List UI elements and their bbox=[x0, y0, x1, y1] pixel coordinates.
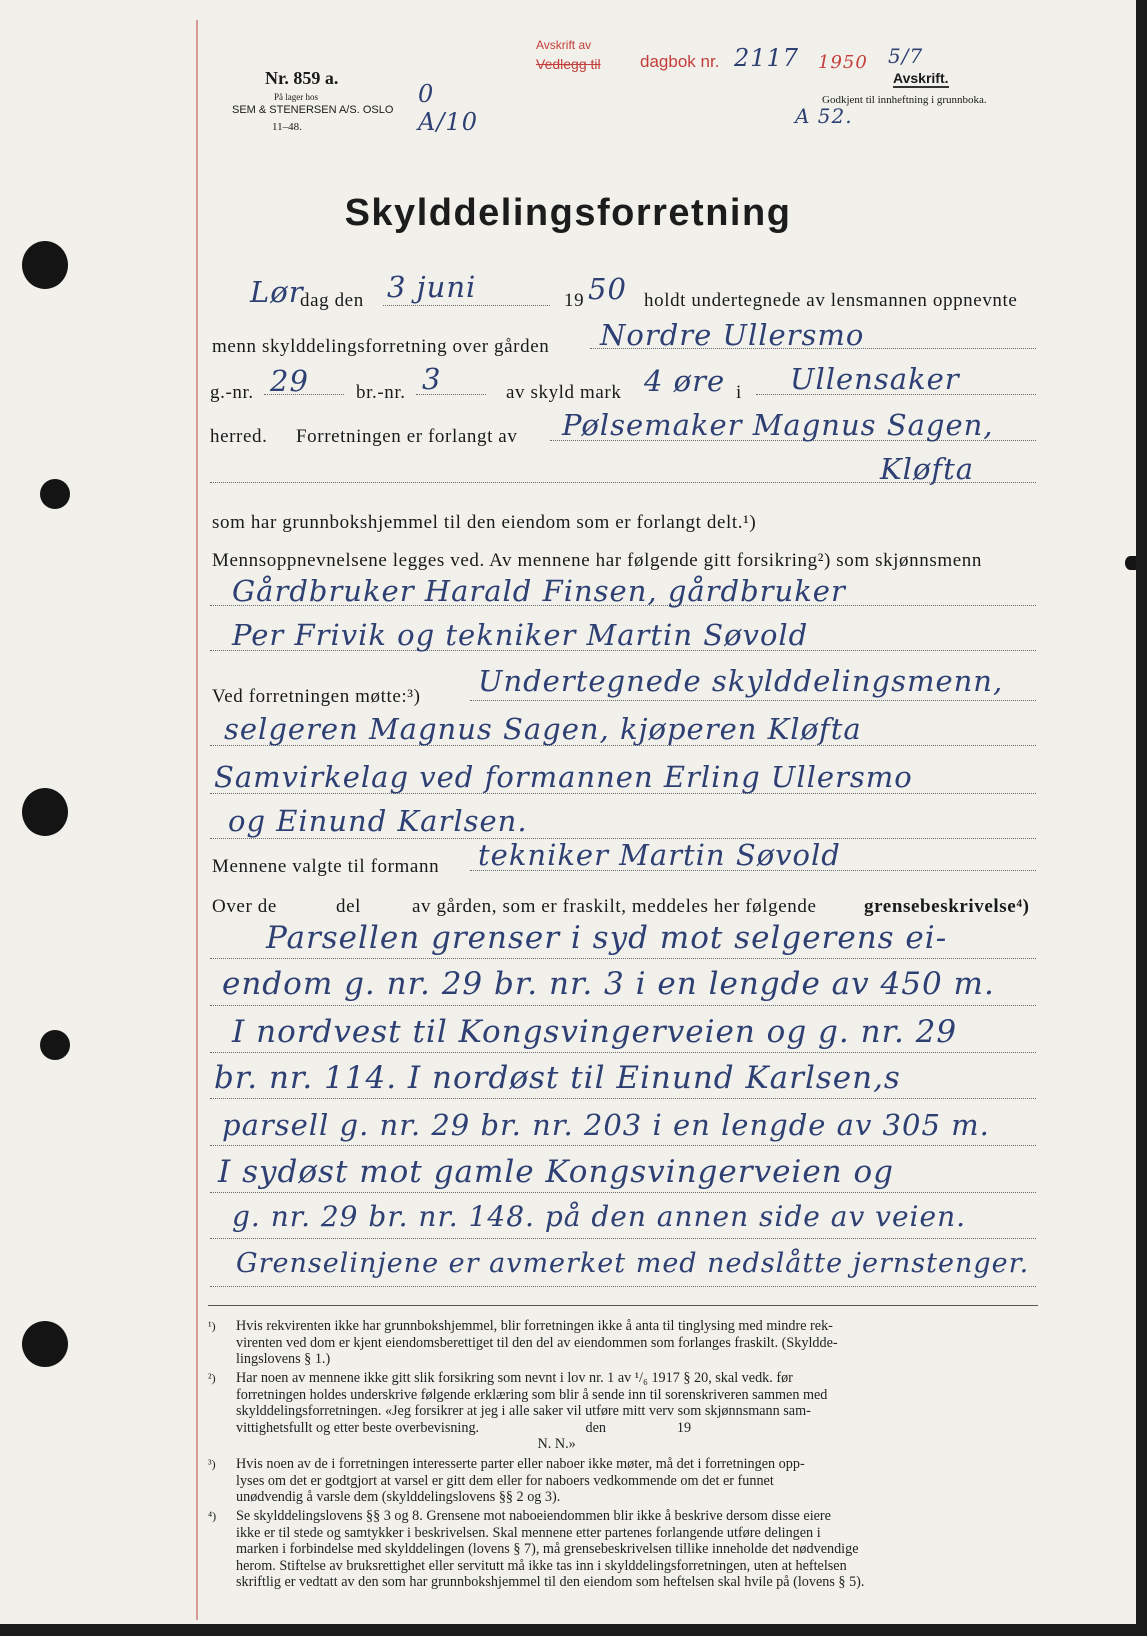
footnote-3-mark: ³) bbox=[208, 1457, 216, 1471]
desc-7: g. nr. 29 br. nr. 148. på den annen side av veien. bbox=[232, 1200, 967, 1233]
skjonnsmenn-2: Per Frivik og tekniker Martin Søvold bbox=[232, 618, 809, 652]
formann-label: Mennene valgte til formann bbox=[212, 856, 440, 877]
footnote-1-line: virenten ved dom er kjent eiendomsberettiget til den del av eiendommen som forlanges fraskilt. (Skylddе- bbox=[236, 1334, 838, 1351]
supplier-line-3: 11–48. bbox=[272, 121, 302, 133]
red-margin-line bbox=[196, 20, 198, 1620]
archive-ref: A 52. bbox=[795, 104, 853, 128]
over-de-label: Over de bbox=[212, 896, 277, 917]
dag-den-label: dag den bbox=[300, 290, 364, 311]
gnr-value: 29 bbox=[270, 364, 309, 398]
desc-line-2 bbox=[210, 1005, 1036, 1006]
avskrift-label: Avskrift. bbox=[893, 70, 949, 86]
footnote-3-line: lyses om det er godtgjort at varsel er gitt dem eller for naboers vedkommende om det er funnet bbox=[236, 1472, 774, 1489]
desc-6: I sydøst mot gamle Kongsvingerveien og bbox=[218, 1154, 895, 1190]
skyld-label: av skyld mark bbox=[506, 382, 622, 403]
desc-3: I nordvest til Kongsvingerveien og g. nr. 29 bbox=[232, 1014, 958, 1050]
grunnbok-text: som har grunnbokshjemmel til den eiendom som er forlangt delt.¹) bbox=[212, 512, 757, 533]
punch-hole-2 bbox=[40, 479, 70, 509]
bnr-label: br.-nr. bbox=[356, 382, 406, 403]
footnote-4-line: skriftlig er vedtatt av den som har grunnbokshjemmel til den eiendom som heftelsen skal hvile på (lovens § 5). bbox=[236, 1574, 865, 1591]
stamp-line-1: Avskrift av bbox=[536, 38, 592, 52]
line1-text: holdt undertegnede av lensmannen oppnevnte bbox=[644, 290, 1018, 311]
formann-value: tekniker Martin Søvold bbox=[478, 838, 841, 872]
corner-mark: 0 A/10 bbox=[418, 80, 478, 136]
document-title: Skylddelingsforretning bbox=[344, 192, 792, 234]
godkjent-label: Godkjent til innheftning i grunnboka. bbox=[822, 94, 987, 106]
supplier-line-2: SEM & STENERSEN A/S. OSLO bbox=[232, 104, 394, 116]
forlangt-label: Forretningen er forlangt av bbox=[296, 426, 518, 447]
desc-8: Grenselinjene er avmerket med nedslåtte jernstenger. bbox=[236, 1248, 1030, 1279]
footnote-1-line: Hvis rekvirenten ikke har grunnbokshjemmel, blir forretningen ikke å anta til tinglysing med mindre rek- bbox=[236, 1318, 833, 1334]
footnote-4-line: marken i forbindelse med skylddelingen (lovens § 7), må grensebeskrivelsen tillike inneholde det nødvendige bbox=[236, 1541, 859, 1558]
footnote-2-line: Har noen av mennene ikke gitt slik forsikring som nevnt i lov nr. 1 av ¹/₆ 1917 § 20, skal vedk. før bbox=[236, 1370, 793, 1386]
grense-bold: grensebeskrivelse⁴) bbox=[864, 896, 1030, 917]
footnote-2-line: vittighetsfullt og etter beste overbevisning. den 19 bbox=[236, 1419, 692, 1436]
mennsoppnevnelse-text: Mennsoppnevnelsene legges ved. Av mennene har følgende gitt forsikring²) som skjønnsmenn bbox=[212, 550, 982, 571]
stamp-line-2: Vedlegg til bbox=[536, 56, 601, 72]
desc-line-1 bbox=[210, 958, 1036, 959]
punch-hole-4 bbox=[40, 1030, 70, 1060]
del-label: del bbox=[336, 896, 362, 917]
footnote-4-line: ikke er til stede og samtykker i beskrivelsen. Skal mennene etter partenes forlangende utføre delingen i bbox=[236, 1524, 821, 1541]
desc-2: endom g. nr. 29 br. nr. 3 i en lengde av 450 m. bbox=[222, 966, 995, 1002]
punch-hole-3 bbox=[22, 788, 68, 836]
footnote-4-line: herom. Stiftelse av bruksrettighet eller servitutt må ikke tas inn i skylddelingsforretningen, uten at heftelsen bbox=[236, 1557, 847, 1574]
motte-line-1 bbox=[470, 700, 1036, 701]
year-suffix: 50 bbox=[588, 272, 627, 306]
year-value: 1950 bbox=[818, 52, 868, 73]
desc-5: parsell g. nr. 29 br. nr. 203 i en lengde av 305 m. bbox=[222, 1108, 990, 1142]
gnr-label: g.-nr. bbox=[210, 382, 254, 403]
skyld-value: 4 øre bbox=[644, 364, 726, 398]
desc-line-3 bbox=[210, 1052, 1036, 1053]
desc-line-7 bbox=[210, 1238, 1036, 1239]
motte-3: Samvirkelag ved formannen Erling Ullersmo bbox=[214, 760, 913, 794]
desc-line-5 bbox=[210, 1145, 1036, 1146]
date-value-handwritten: 3 juni bbox=[387, 270, 477, 304]
dagbok-value: 2117 bbox=[734, 44, 800, 72]
motte-label: Ved forretningen møtte:³) bbox=[212, 686, 421, 707]
footnote-3-line: Hvis noen av de i forretningen interesserte parter eller naboer ikke møter, må det i forretningen opp- bbox=[236, 1456, 805, 1472]
herred-label: herred. bbox=[210, 426, 268, 447]
punch-hole-5 bbox=[22, 1321, 68, 1367]
farm-name: Nordre Ullersmo bbox=[600, 318, 865, 352]
punch-hole-6 bbox=[1125, 556, 1136, 570]
footnote-2-line: forretningen holdes underskrive følgende erklæring som blir å sende inn til sorenskriveren sammen med bbox=[236, 1386, 828, 1403]
desc-4: br. nr. 114. I nordøst til Einund Karlsen,s bbox=[214, 1060, 901, 1096]
footnote-1-mark: ¹) bbox=[208, 1319, 216, 1333]
motte-2: selgeren Magnus Sagen, kjøperen Kløfta bbox=[224, 712, 862, 746]
bnr-value: 3 bbox=[422, 362, 442, 396]
date-line bbox=[383, 305, 550, 306]
day-value: Lør bbox=[250, 275, 304, 309]
requester-place: Kløfta bbox=[880, 452, 975, 486]
footnote-1-line: lingslovens § 1.) bbox=[236, 1351, 331, 1368]
motte-1: Undertegnede skylddelingsmenn, bbox=[478, 664, 1004, 698]
footnote-3-line: unødvendig å varsle dem (skylddelingslovens §§ 2 og 3). bbox=[236, 1489, 561, 1506]
herred-value: Ullensaker bbox=[790, 362, 960, 396]
dagbok-label: dagbok nr. bbox=[640, 52, 720, 71]
desc-1: Parsellen grenser i syd mot selgerens ei- bbox=[266, 920, 948, 956]
grense-text: av gården, som er fraskilt, meddeles her følgende bbox=[412, 896, 817, 917]
desc-line-6 bbox=[210, 1192, 1036, 1193]
footnote-2-line: skylddelingsforretningen. «Jeg forsikrer at jeg i alle saker vil utføre mitt verv som skjønnsmann sam- bbox=[236, 1403, 811, 1420]
requester-name: Pølsemaker Magnus Sagen, bbox=[562, 408, 994, 442]
supplier-line-1: På lager hos bbox=[274, 92, 318, 102]
i-label: i bbox=[736, 382, 742, 403]
line2-label: menn skylddelingsforretning over gården bbox=[212, 336, 550, 357]
year-prefix: 19 bbox=[564, 290, 585, 311]
desc-line-8 bbox=[210, 1286, 1036, 1287]
punch-hole-1 bbox=[22, 241, 68, 289]
motte-4: og Einund Karlsen. bbox=[228, 804, 528, 838]
desc-line-4 bbox=[210, 1098, 1036, 1099]
footnote-4-line: Se skylddelingslovens §§ 3 og 8. Grensene mot naboeiendommen blir ikke å beskrive dersom disse eiere bbox=[236, 1508, 831, 1524]
footnote-2-mark: ²) bbox=[208, 1371, 216, 1385]
form-number: Nr. 859 a. bbox=[265, 68, 339, 88]
date-value: 5/7 bbox=[888, 44, 924, 68]
footnote-divider bbox=[208, 1305, 1038, 1306]
footnote-2-line: N. N.» bbox=[236, 1436, 576, 1453]
skjonnsmenn-1: Gårdbruker Harald Finsen, gårdbruker bbox=[232, 574, 846, 608]
footnote-4-mark: ⁴) bbox=[208, 1509, 217, 1523]
